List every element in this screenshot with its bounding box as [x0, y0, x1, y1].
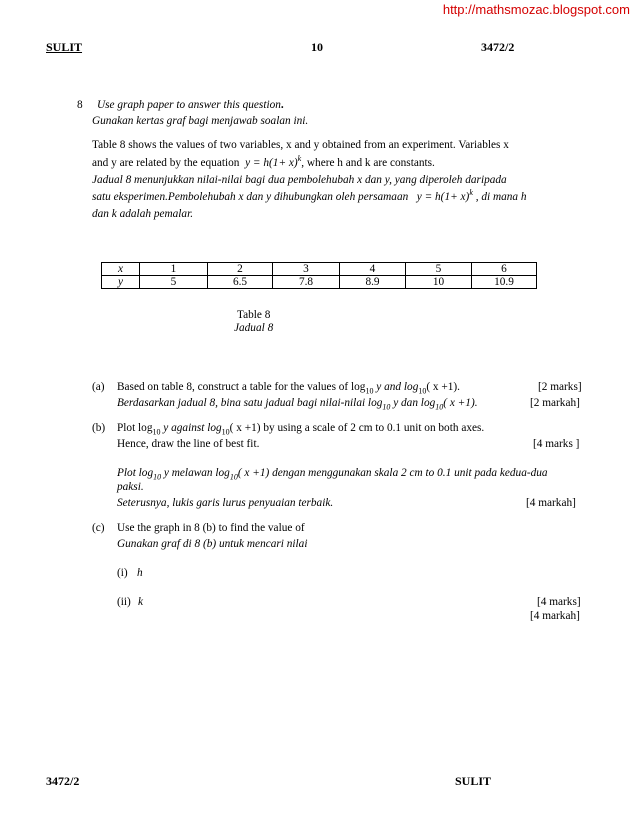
table-cell: 7.8: [273, 276, 340, 289]
part-a-marks-en: [2 marks]: [538, 381, 582, 393]
part-c-ii-var: k: [138, 596, 144, 608]
question-instruction-en: Use graph paper to answer this question.: [97, 99, 284, 111]
table-cell: 1: [140, 263, 208, 276]
table-row-x: [102, 263, 537, 276]
table-header-x: x: [102, 263, 140, 276]
part-b-marks-en: [4 marks ]: [533, 438, 580, 450]
footer-sulit: SULIT: [455, 774, 492, 788]
part-c-label: (c): [92, 522, 105, 534]
stem-ms-line-3: dan k adalah pemalar.: [92, 208, 194, 220]
table-header-y: y: [102, 276, 140, 289]
part-a-marks-ms: [2 markah]: [530, 397, 580, 409]
part-c-marks-ms: [4 markah]: [530, 610, 580, 622]
table-caption-en: Table 8: [237, 309, 271, 321]
stem-en-line-2: and y are related by the equation $y = h(1+ x)^k$, where h and k are constants.: [92, 154, 435, 169]
table-cell: 5: [140, 276, 208, 289]
question-instruction-ms: Gunakan kertas graf bagi menjawab soalan ini.: [92, 115, 309, 127]
equation: y = h(1+ x): [245, 157, 298, 169]
table-cell: 2: [208, 263, 273, 276]
part-b-ms-line-2: paksi.: [117, 481, 144, 493]
footer-paper-code: 3472/2: [46, 774, 80, 788]
stem-ms-line-2: satu eksperimen.Pembolehubah x dan y dihubungkan oleh persamaan $y = h(1+ x)^k$ , di mana h: [92, 188, 527, 203]
watermark-url[interactable]: http://mathsmozac.blogspot.com: [442, 2, 630, 17]
part-c-ms: Gunakan graf di 8 (b) untuk mencari nilai: [117, 538, 308, 550]
part-c-en: Use the graph in 8 (b) to find the value of: [117, 522, 305, 534]
table-cell: 4: [340, 263, 406, 276]
table-caption-ms: Jadual 8: [234, 322, 274, 334]
part-b-ms-line-3: Seterusnya, lukis garis lurus penyuaian terbaik.: [117, 497, 334, 509]
table-cell: 3: [273, 263, 340, 276]
part-c-i-label: (i): [117, 567, 128, 579]
part-b-label: (b): [92, 422, 106, 434]
stem-en-line-1: Table 8 shows the values of two variables, x and y obtained from an experiment. Variables x: [92, 139, 509, 151]
table-cell: 10: [406, 276, 472, 289]
header-paper-code: 3472/2: [481, 40, 515, 54]
part-b-en-line-2: Hence, draw the line of best fit.: [117, 438, 260, 450]
table-cell: 8.9: [340, 276, 406, 289]
part-b-en-line-1: Plot $\log_{10} y$ against $\log_{10}$( x +1) by using a scale of 2 cm to 0.1 unit on both axes.: [117, 422, 485, 437]
header-page-number: 10: [311, 40, 323, 54]
table-cell: 10.9: [472, 276, 537, 289]
part-a-en: Based on table 8, construct a table for the values of $\log_{10} y$ and $\log_{10}$( x +1).: [117, 381, 461, 396]
table-cell: 6: [472, 263, 537, 276]
part-b-ms-line-1: Plot $\log_{10} y$ melawan $\log_{10}$( x +1) dengan menggunakan skala 2 cm to 0.1 unit pada kedua-dua: [117, 467, 548, 482]
table-cell: 6.5: [208, 276, 273, 289]
part-a-label: (a): [92, 381, 105, 393]
table-cell: 5: [406, 263, 472, 276]
part-b-marks-ms: [4 markah]: [526, 497, 576, 509]
table-row-y: [102, 276, 537, 289]
header-sulit: SULIT: [46, 40, 83, 54]
part-c-ii-label: (ii): [117, 596, 131, 608]
stem-ms-line-1: Jadual 8 menunjukkan nilai-nilai bagi dua pembolehubah x dan y, yang diperoleh daripada: [92, 174, 507, 186]
question-number: 8: [77, 99, 83, 111]
part-c-i-var: h: [137, 567, 143, 579]
part-a-ms: Berdasarkan jadual 8, bina satu jadual bagi nilai-nilai $\log_{10} y$ dan $\log_{10}$( x +1).: [117, 397, 478, 412]
data-table: [101, 262, 537, 289]
part-c-marks-en: [4 marks]: [537, 596, 581, 608]
